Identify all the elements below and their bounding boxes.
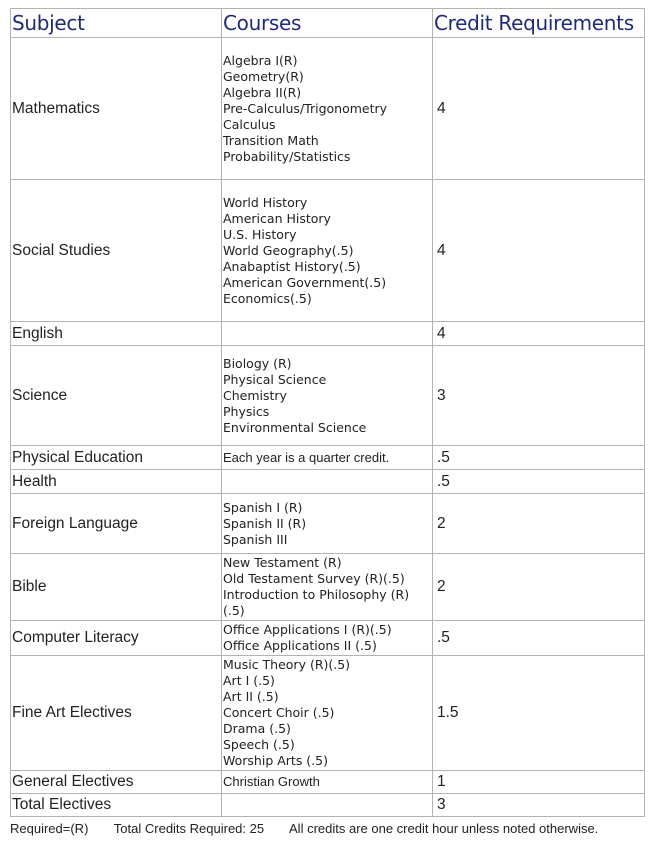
table-row (11, 346, 645, 446)
course-item: Pre-Calculus/Trigonometry (223, 100, 388, 116)
subject-cell: Mathematics (11, 38, 222, 180)
course-item: Spanish II (R) (223, 515, 307, 531)
courses-cell (222, 554, 433, 621)
table-footer (10, 821, 620, 836)
courses-cell (222, 446, 433, 470)
total-credits-note: Total Credits Required: 25 (113, 821, 265, 836)
course-item: Office Applications I (R)(.5) (223, 622, 392, 637)
table-row (11, 794, 645, 817)
course-item: Algebra I(R) (223, 52, 298, 68)
subject-cell: Foreign Language (11, 494, 222, 554)
credits-cell: 1 (433, 771, 645, 794)
table-row (11, 446, 645, 470)
course-item: Calculus (223, 116, 276, 132)
course-item: Environmental Science (223, 419, 367, 435)
required-legend: Required=(R) (10, 821, 89, 836)
course-item: Algebra II(R) (223, 84, 302, 100)
course-item: Concert Choir (.5) (223, 705, 335, 720)
courses-cell (222, 346, 433, 446)
course-item: Spanish I (R) (223, 499, 303, 515)
course-item: Economics(.5) (223, 290, 312, 306)
course-item: Spanish III (223, 531, 288, 547)
credits-cell: 2 (433, 494, 645, 554)
course-item: Probability/Statistics (223, 148, 351, 164)
credits-cell: .5 (433, 621, 645, 656)
courses-cell (222, 180, 433, 322)
course-item: Biology (R) (223, 355, 292, 371)
subject-cell: Physical Education (11, 446, 222, 470)
courses-cell (222, 470, 433, 494)
course-item: Physics (223, 403, 270, 419)
subject-cell: English (11, 322, 222, 346)
credits-cell: .5 (433, 446, 645, 470)
table-row (11, 656, 645, 771)
subject-cell: Health (11, 470, 222, 494)
courses-cell (222, 38, 433, 180)
courses-header: Courses (222, 9, 433, 38)
credit-requirements-table (10, 8, 645, 817)
course-item: U.S. History (223, 226, 297, 242)
course-item: Office Applications II (.5) (223, 638, 377, 653)
table-row (11, 494, 645, 554)
course-item: Art II (.5) (223, 689, 279, 704)
table-row (11, 470, 645, 494)
credits-cell: 2 (433, 554, 645, 621)
course-item: Old Testament Survey (R)(.5) (223, 571, 405, 586)
credits-cell: 3 (433, 794, 645, 817)
course-item: Worship Arts (.5) (223, 753, 328, 768)
credits-cell: 4 (433, 180, 645, 322)
course-item: American History (223, 210, 331, 226)
course-item: Chemistry (223, 387, 287, 403)
subject-cell: Computer Literacy (11, 621, 222, 656)
course-item: Speech (.5) (223, 737, 295, 752)
table-row (11, 322, 645, 346)
courses-cell (222, 771, 433, 794)
course-item: Introduction to Philosophy (R) (.5) (223, 587, 410, 618)
courses-cell (222, 656, 433, 771)
course-item: Anabaptist History(.5) (223, 258, 361, 274)
table-row (11, 180, 645, 322)
courses-cell (222, 621, 433, 656)
course-item: Drama (.5) (223, 721, 291, 736)
credit-hour-note: All credits are one credit hour unless noted otherwise. (289, 821, 599, 836)
header-row (11, 9, 645, 38)
course-item: American Government(.5) (223, 274, 387, 290)
course-item: Music Theory (R)(.5) (223, 657, 351, 672)
subject-header: Subject (11, 9, 222, 38)
courses-cell (222, 794, 433, 817)
table-row (11, 554, 645, 621)
courses-cell (222, 322, 433, 346)
credits-cell: 4 (433, 322, 645, 346)
subject-cell: Bible (11, 554, 222, 621)
course-item: Geometry(R) (223, 68, 304, 84)
credits-header: Credit Requirements (433, 9, 645, 38)
course-item: Christian Growth (223, 774, 320, 789)
table-row (11, 771, 645, 794)
subject-cell: Social Studies (11, 180, 222, 322)
course-item: Physical Science (223, 371, 327, 387)
subject-cell: Science (11, 346, 222, 446)
credits-cell: 4 (433, 38, 645, 180)
course-item: World History (223, 194, 308, 210)
course-item: Transition Math (223, 132, 319, 148)
subject-cell: Fine Art Electives (11, 656, 222, 771)
course-item: Each year is a quarter credit. (223, 449, 390, 465)
course-item: World Geography(.5) (223, 242, 354, 258)
credits-cell: 1.5 (433, 656, 645, 771)
credits-cell: 3 (433, 346, 645, 446)
table-row (11, 38, 645, 180)
subject-cell: Total Electives (11, 794, 222, 817)
course-item: Art I (.5) (223, 673, 275, 688)
credits-cell: .5 (433, 470, 645, 494)
subject-cell: General Electives (11, 771, 222, 794)
course-item: New Testament (R) (223, 555, 342, 570)
courses-cell (222, 494, 433, 554)
table-row (11, 621, 645, 656)
